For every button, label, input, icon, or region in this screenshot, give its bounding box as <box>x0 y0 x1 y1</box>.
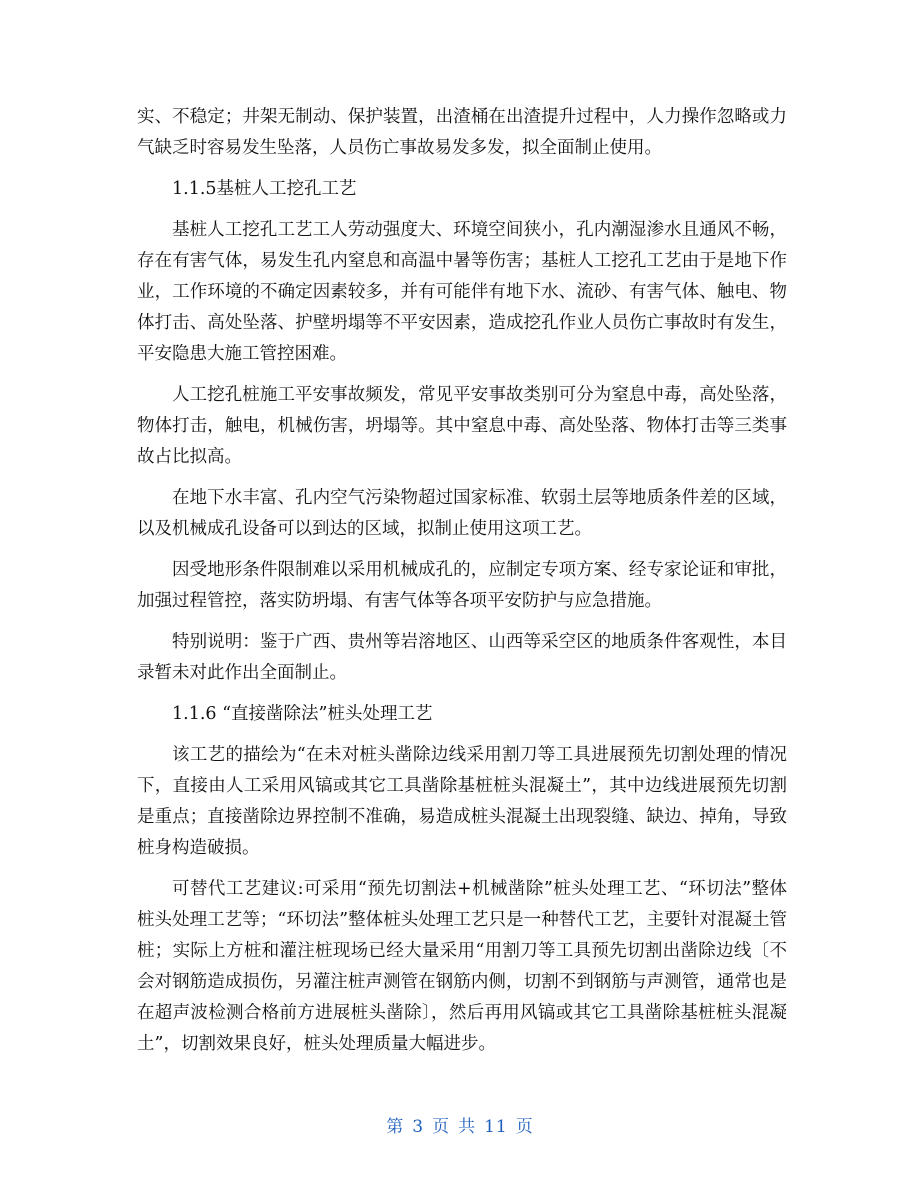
document-body <box>137 102 787 1070</box>
paragraph: 特别说明：鉴于广西、贵州等岩溶地区、山西等采空区的地质条件客观性，本目录暂未对此作出全面制止。 <box>137 632 787 683</box>
paragraph: 人工挖孔桩施工平安事故频发，常见平安事故类别可分为窒息中毒，高处坠落，物体打击，触电，机械伤害，坍塌等。其中窒息中毒、高处坠落、物体打击等三类事故占比拟高。 <box>137 385 787 467</box>
paragraph: 因受地形条件限制难以采用机械成孔的，应制定专项方案、经专家论证和审批，加强过程管控，落实防坍塌、有害气体等各项平安防护与应急措施。 <box>137 560 787 611</box>
paragraph-continuation: 实、不稳定；井架无制动、保护装置，出渣桶在出渣提升过程中，人力操作忽略或力气缺乏时容易发生坠落，人员伤亡事故易发多发，拟全面制止使用。 <box>137 107 787 158</box>
footer-page-number: 3 <box>412 1117 425 1137</box>
section-heading-1-1-5: 1.1.5基桩人工挖孔工艺 <box>172 179 357 199</box>
page-footer <box>0 1112 920 1137</box>
paragraph: 基桩人工挖孔工艺工人劳动强度大、环境空间狭小，孔内潮湿渗水且通风不畅，存在有害气体，易发生孔内窒息和高温中暑等伤害；基桩人工挖孔工艺由于是地下作业，工作环境的不确定因素较多，并有可能伴有地下水、流砂、有害气体、触电、物体打击、高处坠落、护壁坍塌等不平安因素，造成挖孔作业人员伤亡事故时有发生，平安隐患大施工管控困难。 <box>137 220 787 364</box>
paragraph: 该工艺的描绘为“在未对桩头凿除边线采用割刀等工具进展预先切割处理的情况下，直接由人工采用风镐或其它工具凿除基桩桩头混凝土”，其中边线进展预先切割是重点；直接凿除边界控制不准确，易造成桩头混凝土出现裂缝、缺边、掉角，导致桩身构造破损。 <box>137 745 787 858</box>
footer-word-ye-2: 页 <box>515 1117 534 1137</box>
footer-word-gong: 共 <box>458 1117 477 1137</box>
footer-total-pages: 11 <box>484 1117 508 1137</box>
footer-word-ye: 页 <box>432 1117 451 1137</box>
footer-word-di: 第 <box>386 1117 405 1137</box>
section-heading-1-1-6: 1.1.6 “直接凿除法”桩头处理工艺 <box>172 704 433 724</box>
paragraph: 在地下水丰富、孔内空气污染物超过国家标准、软弱土层等地质条件差的区域，以及机械成孔设备可以到达的区域，拟制止使用这项工艺。 <box>137 488 787 539</box>
paragraph: 可替代工艺建议:可采用“预先切割法+机械凿除”桩头处理工艺、“环切法”整体桩头处理工艺等；“环切法”整体桩头处理工艺只是一种替代工艺，主要针对混凝土管桩；实际上方桩和灌注桩现场已经大量采用“用割刀等工具预先切割出凿除边线〔不会对钢筋造成损伤，另灌注桩声测管在钢筋内侧，切割不到钢筋与声测管，通常也是在超声波检测合格前方进展桩头凿除〕，然后再用风镐或其它工具凿除基桩桩头混凝土”，切割效果良好，桩头处理质量大幅进步。 <box>137 879 787 1054</box>
